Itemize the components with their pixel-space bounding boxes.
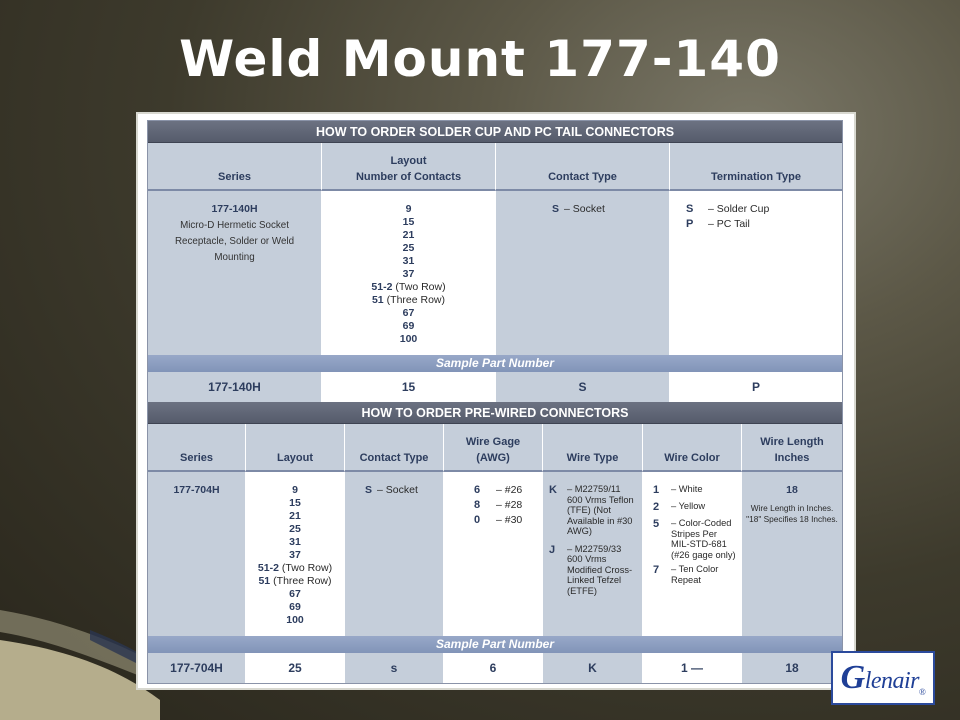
slide-title: Weld Mount 177-140 bbox=[179, 30, 781, 88]
layout-item bbox=[322, 294, 495, 307]
option-item bbox=[686, 203, 842, 216]
header-series-label: Series bbox=[179, 452, 214, 464]
table1-contact-cell bbox=[496, 191, 670, 355]
option-text: – Color-Coded Stripes Per MIL-STD-681 (#26 gage only) bbox=[671, 518, 736, 560]
contact-code: S bbox=[552, 203, 560, 215]
table1-body-row bbox=[148, 191, 842, 355]
table2-gage-cell bbox=[444, 472, 543, 636]
option-text: – #26 bbox=[496, 484, 523, 496]
termination-list bbox=[686, 203, 842, 231]
series-code: 177-704H bbox=[173, 484, 220, 496]
option-item bbox=[686, 218, 842, 231]
table2-series-cell bbox=[148, 472, 246, 636]
option-item bbox=[653, 501, 738, 514]
layout-item bbox=[246, 523, 344, 536]
layout-item bbox=[246, 562, 344, 575]
length-value: 18 bbox=[786, 484, 798, 496]
layout-number: 51-2 bbox=[371, 281, 393, 293]
table2-header-length bbox=[742, 424, 842, 472]
table2-header-layout bbox=[246, 424, 345, 472]
table2-sample-label: Sample Part Number bbox=[148, 636, 842, 653]
layout-item bbox=[322, 281, 495, 294]
gage-list bbox=[474, 484, 542, 527]
layout-item bbox=[246, 484, 344, 497]
sample-layout: 15 bbox=[322, 372, 496, 402]
table1-header-layout bbox=[322, 143, 496, 191]
option-code: 2 bbox=[653, 501, 660, 513]
layout-number: 31 bbox=[289, 536, 301, 548]
sample-contact: S bbox=[496, 372, 670, 402]
layout-item bbox=[246, 536, 344, 549]
layout-number: 9 bbox=[405, 203, 412, 215]
sample-termination: P bbox=[670, 372, 842, 402]
option-item bbox=[653, 564, 738, 585]
layout-item bbox=[246, 588, 344, 601]
option-text: – #30 bbox=[496, 514, 523, 526]
layout-number: 25 bbox=[402, 242, 415, 254]
option-text: – M22759/11 600 Vrms Teflon (TFE) (Not Available in #30 AWG) bbox=[567, 484, 634, 536]
option-text: – M22759/33 600 Vrms Modified Cross-Linked Tefzel (ETFE) bbox=[567, 543, 633, 596]
option-code: 6 bbox=[474, 484, 481, 496]
table2-header-wire-color bbox=[643, 424, 742, 472]
contact-code: S bbox=[365, 484, 373, 496]
table2-sample-row bbox=[148, 653, 842, 683]
layout-item bbox=[246, 549, 344, 562]
option-item bbox=[474, 514, 542, 527]
table1-sample-label: Sample Part Number bbox=[148, 355, 842, 372]
layout-number: 51 bbox=[371, 294, 384, 306]
layout-item bbox=[322, 320, 495, 333]
layout-number: 15 bbox=[289, 497, 301, 509]
table1-termination-cell bbox=[670, 191, 842, 355]
table1-sample-row bbox=[148, 372, 842, 402]
table2-header-series bbox=[148, 424, 246, 472]
option-text: – Solder Cup bbox=[708, 203, 770, 215]
table2-body-row bbox=[148, 472, 842, 636]
header-gage-sublabel: (AWG) bbox=[476, 452, 510, 464]
table2-contact-cell bbox=[345, 472, 444, 636]
layout-note: (Three Row) bbox=[273, 575, 332, 587]
table2-wire-type-cell bbox=[543, 472, 643, 636]
header-series-label: Series bbox=[217, 171, 252, 183]
glenair-logo bbox=[831, 651, 935, 705]
table1-header-contact bbox=[496, 143, 670, 191]
table1-header-row bbox=[148, 143, 842, 191]
sample-series: 177-140H bbox=[148, 372, 322, 402]
table1-layout-cell bbox=[322, 191, 496, 355]
sample-layout: 25 bbox=[246, 653, 345, 683]
option-item bbox=[474, 484, 542, 497]
header-length-label: Wire Length bbox=[760, 436, 824, 448]
table2-layout-cell bbox=[246, 472, 345, 636]
option-code: 5 bbox=[653, 518, 660, 530]
layout-note: (Two Row) bbox=[281, 562, 333, 574]
sample-wire-type: K bbox=[543, 653, 643, 683]
option-code: P bbox=[686, 218, 694, 230]
series-description: Micro-D Hermetic Socket Receptacle, Solder or Weld Mounting bbox=[174, 220, 295, 263]
layout-list bbox=[322, 203, 495, 346]
table2-wire-color-cell bbox=[643, 472, 742, 636]
layout-item bbox=[322, 203, 495, 216]
header-wire-type-label: Wire Type bbox=[566, 452, 619, 464]
header-contact-label: Contact Type bbox=[359, 452, 429, 464]
table2-length-cell bbox=[742, 472, 842, 636]
table2-title: HOW TO ORDER PRE-WIRED CONNECTORS bbox=[148, 402, 842, 424]
wire-type-list bbox=[549, 484, 638, 596]
option-text: – #28 bbox=[496, 499, 523, 511]
option-text: – White bbox=[671, 484, 703, 494]
option-code: 7 bbox=[653, 564, 660, 576]
sample-contact: s bbox=[345, 653, 444, 683]
option-item bbox=[549, 484, 638, 537]
sample-wire-color: 1 — bbox=[643, 653, 742, 683]
option-item bbox=[653, 484, 738, 497]
sample-length: 18 bbox=[742, 653, 842, 683]
layout-number: 37 bbox=[402, 268, 415, 280]
series-code: 177-140H bbox=[211, 203, 258, 215]
layout-item bbox=[246, 510, 344, 523]
layout-number: 25 bbox=[289, 523, 301, 535]
layout-item bbox=[322, 242, 495, 255]
header-length-sublabel: Inches bbox=[774, 452, 810, 464]
layout-number: 9 bbox=[292, 484, 298, 496]
layout-item bbox=[246, 614, 344, 627]
table1-series-cell bbox=[148, 191, 322, 355]
option-item bbox=[653, 518, 738, 560]
option-text: – PC Tail bbox=[708, 218, 750, 230]
layout-item bbox=[246, 575, 344, 588]
table2-header-row bbox=[148, 424, 842, 472]
option-code: 8 bbox=[474, 499, 481, 511]
layout-item bbox=[246, 601, 344, 614]
table2-header-gage bbox=[444, 424, 543, 472]
header-contact-label: Contact Type bbox=[548, 171, 617, 183]
layout-number: 67 bbox=[402, 307, 415, 319]
header-layout-label: Layout bbox=[276, 452, 314, 464]
layout-number: 21 bbox=[289, 510, 301, 522]
layout-note: (Three Row) bbox=[386, 294, 446, 306]
layout-note: (Two Row) bbox=[395, 281, 446, 293]
layout-list bbox=[246, 484, 344, 627]
header-wire-color-label: Wire Color bbox=[664, 452, 720, 464]
header-layout-sublabel: Number of Contacts bbox=[355, 171, 462, 183]
layout-item bbox=[322, 229, 495, 242]
table2-header-wire-type bbox=[543, 424, 643, 472]
header-gage-label: Wire Gage bbox=[465, 436, 521, 448]
option-text: – Ten Color Repeat bbox=[671, 564, 719, 585]
logo-wordmark: lenair bbox=[864, 668, 920, 694]
layout-item bbox=[246, 497, 344, 510]
header-layout-label: Layout bbox=[390, 155, 427, 167]
option-item bbox=[474, 499, 542, 512]
layout-number: 31 bbox=[402, 255, 415, 267]
layout-item bbox=[322, 333, 495, 346]
wire-color-list bbox=[653, 484, 738, 585]
table1-header-series bbox=[148, 143, 322, 191]
sample-gage: 6 bbox=[444, 653, 543, 683]
length-note: Wire Length in Inches. "18" Specifies 18 Inches. bbox=[746, 503, 838, 524]
table1-header-termination bbox=[670, 143, 842, 191]
layout-number: 21 bbox=[402, 229, 415, 241]
table2-header-contact bbox=[345, 424, 444, 472]
layout-number: 51-2 bbox=[257, 562, 279, 574]
logo-registered-mark: ® bbox=[919, 687, 926, 697]
option-code: 1 bbox=[653, 484, 660, 496]
logo-initial: G bbox=[840, 659, 865, 696]
option-text: – Yellow bbox=[671, 501, 706, 511]
layout-number: 15 bbox=[402, 216, 415, 228]
layout-number: 100 bbox=[286, 614, 304, 626]
header-termination-label: Termination Type bbox=[710, 171, 802, 183]
sample-series: 177-704H bbox=[148, 653, 246, 683]
contact-text: – Socket bbox=[564, 203, 605, 215]
table1-title: HOW TO ORDER SOLDER CUP AND PC TAIL CONNECTORS bbox=[148, 121, 842, 143]
layout-item bbox=[322, 216, 495, 229]
layout-number: 67 bbox=[289, 588, 301, 600]
layout-number: 37 bbox=[289, 549, 301, 561]
layout-item bbox=[322, 268, 495, 281]
layout-item bbox=[322, 307, 495, 320]
logo-text bbox=[841, 659, 926, 697]
contact-text: – Socket bbox=[377, 484, 418, 496]
layout-number: 51 bbox=[258, 575, 271, 587]
option-item bbox=[549, 544, 638, 597]
option-code: S bbox=[686, 203, 694, 215]
layout-number: 100 bbox=[399, 333, 418, 345]
layout-number: 69 bbox=[289, 601, 301, 613]
option-code: 0 bbox=[474, 514, 481, 526]
layout-number: 69 bbox=[402, 320, 415, 332]
layout-item bbox=[322, 255, 495, 268]
option-code: K bbox=[549, 484, 557, 496]
ordering-table bbox=[147, 120, 843, 684]
option-code: J bbox=[549, 543, 556, 556]
